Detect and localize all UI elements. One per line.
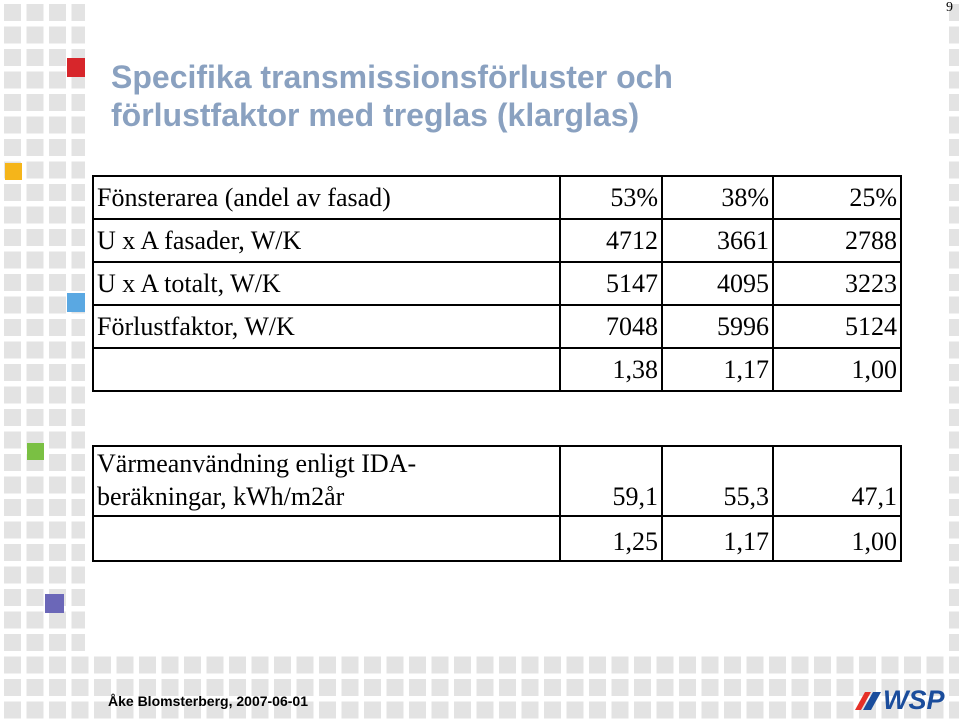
grid-tile <box>499 657 516 674</box>
grid-tile <box>949 364 959 381</box>
row-label: U x A totalt, W/K <box>93 262 560 305</box>
grid-tile <box>949 589 959 606</box>
grid-tile <box>27 94 44 111</box>
grid-tile <box>949 499 959 516</box>
grid-tile <box>72 702 89 719</box>
grid-tile <box>747 657 764 674</box>
grid-tile <box>949 319 959 336</box>
grid-tile <box>49 274 66 291</box>
grid-tile <box>747 679 764 696</box>
slide-title <box>111 58 831 134</box>
grid-tile <box>4 319 21 336</box>
grid-tile <box>4 27 21 44</box>
row-label: U x A fasader, W/K <box>93 219 560 262</box>
grid-tile <box>949 139 959 156</box>
grid-tile <box>4 634 21 651</box>
grid-tile <box>27 207 44 224</box>
grid-tile <box>27 139 44 156</box>
grid-tile <box>949 49 959 66</box>
grid-tile <box>949 477 959 494</box>
grid-tile <box>49 4 66 21</box>
grid-tile <box>49 364 66 381</box>
grid-tile <box>27 387 44 404</box>
grid-tile <box>27 634 44 651</box>
grid-tile <box>4 477 21 494</box>
accent-square-yellow <box>5 163 22 180</box>
grid-tile <box>49 94 66 111</box>
grid-tile <box>679 702 696 719</box>
grid-tile <box>364 679 381 696</box>
value-cell: 55,3 <box>662 446 773 516</box>
grid-tile <box>49 184 66 201</box>
grid-tile <box>27 72 44 89</box>
grid-tile <box>949 27 959 44</box>
grid-tile <box>477 679 494 696</box>
grid-tile <box>49 679 66 696</box>
grid-tile <box>567 679 584 696</box>
grid-tile <box>432 679 449 696</box>
row-label <box>93 516 560 561</box>
table-row <box>93 262 901 305</box>
grid-tile <box>409 679 426 696</box>
grid-tile <box>49 207 66 224</box>
grid-tile <box>27 612 44 629</box>
grid-tile <box>49 229 66 246</box>
grid-tile <box>387 679 404 696</box>
grid-tile <box>319 702 336 719</box>
table-row <box>93 176 901 219</box>
grid-tile <box>27 409 44 426</box>
grid-tile <box>612 657 629 674</box>
grid-tile <box>904 657 921 674</box>
grid-tile <box>567 657 584 674</box>
accent-square-green <box>27 443 44 460</box>
grid-tile <box>499 702 516 719</box>
grid-tile <box>949 657 959 674</box>
grid-tile <box>342 702 359 719</box>
grid-tile <box>612 702 629 719</box>
transmission-loss-table <box>92 175 902 392</box>
grid-tile <box>94 657 111 674</box>
grid-tile <box>49 612 66 629</box>
row-label-line: Värmeanvändning enligt IDA- <box>97 449 417 478</box>
grid-tile <box>4 409 21 426</box>
grid-tile <box>4 139 21 156</box>
grid-tile <box>117 657 134 674</box>
grid-tile <box>837 679 854 696</box>
grid-tile <box>454 679 471 696</box>
grid-tile <box>949 207 959 224</box>
grid-tile <box>49 409 66 426</box>
value-cell: 5996 <box>662 305 773 348</box>
grid-tile <box>792 657 809 674</box>
grid-tile <box>544 702 561 719</box>
grid-tile <box>229 657 246 674</box>
page-number: 9 <box>946 0 953 15</box>
grid-tile <box>702 679 719 696</box>
accent-square-red <box>67 58 86 77</box>
grid-tile <box>4 297 21 314</box>
grid-tile <box>949 454 959 471</box>
grid-tile <box>544 679 561 696</box>
grid-tile <box>432 657 449 674</box>
grid-tile <box>274 657 291 674</box>
grid-tile <box>949 432 959 449</box>
grid-tile <box>27 184 44 201</box>
grid-tile <box>27 4 44 21</box>
heating-energy-table <box>92 445 902 562</box>
grid-tile <box>769 679 786 696</box>
grid-tile <box>679 679 696 696</box>
table-row <box>93 219 901 262</box>
grid-tile <box>27 274 44 291</box>
value-cell: 2788 <box>773 219 901 262</box>
grid-tile <box>49 567 66 584</box>
grid-tile <box>949 409 959 426</box>
grid-tile <box>454 702 471 719</box>
grid-tile <box>184 657 201 674</box>
title-line-1: Specifika transmissionsförluster och <box>111 59 673 95</box>
wsp-logo <box>853 685 945 716</box>
grid-tile <box>49 252 66 269</box>
grid-tile <box>477 657 494 674</box>
grid-tile <box>27 252 44 269</box>
row-label: Fönsterarea (andel av fasad) <box>93 176 560 219</box>
grid-tile <box>27 477 44 494</box>
grid-tile <box>4 49 21 66</box>
value-cell: 3223 <box>773 262 901 305</box>
value-cell: 47,1 <box>773 446 901 516</box>
value-cell: 1,00 <box>773 348 901 391</box>
value-cell: 5147 <box>560 262 662 305</box>
grid-tile <box>499 679 516 696</box>
grid-tile <box>522 702 539 719</box>
grid-tile <box>859 657 876 674</box>
grid-tile <box>4 207 21 224</box>
grid-tile <box>49 657 66 674</box>
grid-tile <box>4 544 21 561</box>
grid-tile <box>949 634 959 651</box>
grid-tile <box>949 252 959 269</box>
grid-tile <box>27 162 44 179</box>
grid-tile <box>49 634 66 651</box>
value-cell: 1,17 <box>662 516 773 561</box>
grid-tile <box>949 544 959 561</box>
grid-tile <box>387 702 404 719</box>
grid-tile <box>634 657 651 674</box>
grid-tile <box>27 27 44 44</box>
grid-tile <box>477 702 494 719</box>
grid-tile <box>49 499 66 516</box>
grid-tile <box>27 319 44 336</box>
wsp-logo-text: WSP <box>883 685 945 715</box>
grid-tile <box>949 522 959 539</box>
grid-tile <box>27 522 44 539</box>
grid-tile <box>814 702 831 719</box>
grid-tile <box>927 657 944 674</box>
grid-tile <box>27 702 44 719</box>
grid-tile <box>679 657 696 674</box>
grid-tile <box>657 679 674 696</box>
grid-tile <box>49 319 66 336</box>
grid-tile <box>4 567 21 584</box>
grid-tile <box>49 342 66 359</box>
grid-tile <box>4 274 21 291</box>
grid-tile <box>49 454 66 471</box>
grid-tile <box>27 342 44 359</box>
grid-tile <box>949 94 959 111</box>
grid-tile <box>837 702 854 719</box>
row-label: Förlustfaktor, W/K <box>93 305 560 348</box>
grid-tile <box>139 657 156 674</box>
value-cell: 1,00 <box>773 516 901 561</box>
grid-tile <box>769 657 786 674</box>
grid-tile <box>567 702 584 719</box>
grid-tile <box>454 657 471 674</box>
grid-tile <box>432 702 449 719</box>
grid-tile <box>949 117 959 134</box>
value-cell: 1,25 <box>560 516 662 561</box>
grid-tile <box>949 612 959 629</box>
value-cell: 25% <box>773 176 901 219</box>
grid-tile <box>657 702 674 719</box>
grid-tile <box>27 229 44 246</box>
grid-tile <box>589 679 606 696</box>
grid-tile <box>4 252 21 269</box>
grid-tile <box>27 499 44 516</box>
grid-tile <box>949 72 959 89</box>
grid-tile <box>72 679 89 696</box>
grid-tile <box>319 679 336 696</box>
grid-tile <box>319 657 336 674</box>
grid-tile <box>634 679 651 696</box>
grid-tile <box>949 184 959 201</box>
grid-tile <box>949 162 959 179</box>
grid-tile <box>949 229 959 246</box>
grid-tile <box>634 702 651 719</box>
grid-tile <box>409 657 426 674</box>
grid-tile <box>49 117 66 134</box>
grid-tile <box>297 657 314 674</box>
grid-tile <box>949 567 959 584</box>
grid-tile <box>364 657 381 674</box>
grid-tile <box>252 657 269 674</box>
title-line-2: förlustfaktor med treglas (klarglas) <box>111 97 640 133</box>
grid-tile <box>49 522 66 539</box>
grid-tile <box>27 589 44 606</box>
value-cell: 53% <box>560 176 662 219</box>
grid-tile <box>4 589 21 606</box>
row-label <box>93 348 560 391</box>
grid-tile <box>27 49 44 66</box>
grid-tile <box>544 657 561 674</box>
grid-tile <box>949 274 959 291</box>
grid-tile <box>702 657 719 674</box>
grid-tile <box>342 657 359 674</box>
value-cell: 4712 <box>560 219 662 262</box>
grid-tile <box>522 679 539 696</box>
grid-tile <box>27 657 44 674</box>
wsp-logo-mark-icon <box>853 690 883 712</box>
grid-tile <box>589 657 606 674</box>
grid-tile <box>342 679 359 696</box>
grid-tile <box>792 702 809 719</box>
grid-tile <box>724 702 741 719</box>
grid-tile <box>4 364 21 381</box>
grid-tile <box>4 387 21 404</box>
grid-tile <box>49 432 66 449</box>
grid-tile <box>747 702 764 719</box>
grid-tile <box>27 117 44 134</box>
grid-tile <box>612 679 629 696</box>
grid-tile <box>49 49 66 66</box>
grid-tile <box>409 702 426 719</box>
grid-tile <box>949 702 959 719</box>
grid-tile <box>4 117 21 134</box>
value-cell: 1,38 <box>560 348 662 391</box>
grid-tile <box>49 162 66 179</box>
grid-tile <box>72 657 89 674</box>
grid-tile <box>949 679 959 696</box>
value-cell: 59,1 <box>560 446 662 516</box>
grid-tile <box>949 297 959 314</box>
grid-tile <box>4 612 21 629</box>
row-label-line: beräkningar, kWh/m2år <box>97 482 345 511</box>
grid-tile <box>4 229 21 246</box>
grid-tile <box>589 702 606 719</box>
table-row <box>93 446 901 516</box>
grid-tile <box>387 657 404 674</box>
grid-tile <box>49 72 66 89</box>
grid-tile <box>4 342 21 359</box>
grid-tile <box>27 679 44 696</box>
grid-tile <box>49 702 66 719</box>
table-row <box>93 348 901 391</box>
grid-tile <box>792 679 809 696</box>
value-cell: 4095 <box>662 262 773 305</box>
grid-tile <box>49 544 66 561</box>
grid-tile <box>657 657 674 674</box>
grid-tile <box>4 522 21 539</box>
grid-tile <box>814 679 831 696</box>
value-cell: 38% <box>662 176 773 219</box>
grid-tile <box>4 657 21 674</box>
table-row <box>93 305 901 348</box>
grid-tile <box>4 702 21 719</box>
grid-tile <box>4 72 21 89</box>
grid-tile <box>27 364 44 381</box>
grid-tile <box>4 499 21 516</box>
grid-tile <box>769 702 786 719</box>
value-cell: 1,17 <box>662 348 773 391</box>
grid-tile <box>364 702 381 719</box>
grid-tile <box>522 657 539 674</box>
grid-tile <box>4 184 21 201</box>
grid-tile <box>49 297 66 314</box>
grid-tile <box>49 27 66 44</box>
grid-tile <box>724 657 741 674</box>
accent-square-purple <box>45 594 64 613</box>
grid-tile <box>724 679 741 696</box>
value-cell: 3661 <box>662 219 773 262</box>
grid-tile <box>949 342 959 359</box>
grid-tile <box>27 297 44 314</box>
grid-tile <box>207 657 224 674</box>
grid-tile <box>27 567 44 584</box>
grid-tile <box>4 94 21 111</box>
grid-tile <box>949 387 959 404</box>
grid-tile <box>49 387 66 404</box>
grid-tile <box>49 139 66 156</box>
grid-tile <box>162 657 179 674</box>
grid-tile <box>4 4 21 21</box>
grid-tile <box>4 679 21 696</box>
grid-tile <box>27 544 44 561</box>
value-cell: 7048 <box>560 305 662 348</box>
footer-author-date: Åke Blomsterberg, 2007-06-01 <box>108 693 308 709</box>
grid-tile <box>4 454 21 471</box>
accent-square-blue <box>67 293 86 312</box>
table-row <box>93 516 901 561</box>
value-cell: 5124 <box>773 305 901 348</box>
grid-tile <box>49 477 66 494</box>
grid-tile <box>702 702 719 719</box>
grid-tile <box>814 657 831 674</box>
row-label <box>93 446 560 516</box>
grid-tile <box>837 657 854 674</box>
grid-tile <box>4 432 21 449</box>
grid-tile <box>882 657 899 674</box>
